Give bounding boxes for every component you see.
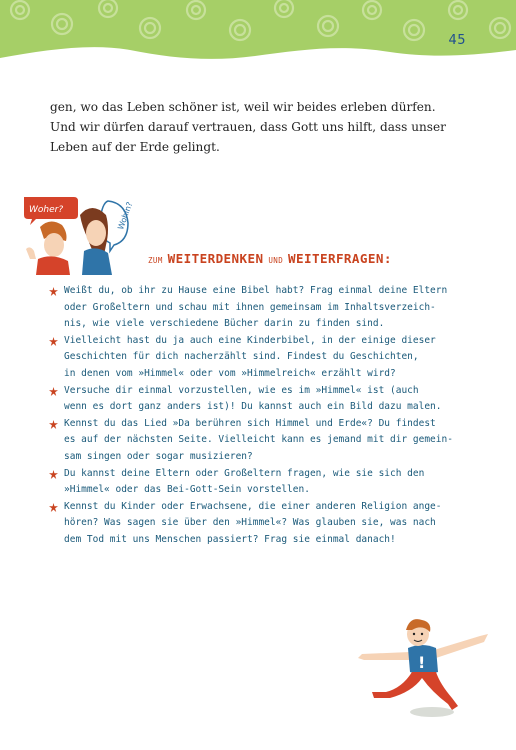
list-item-line: Geschichten für dich nacherzählt sind. Findest du Geschichten, [64,351,419,363]
list-item-line: in denen vom »Himmel« oder vom »Himmelreich« erzählt wird? [64,367,396,379]
list-item-line: Kennst du das Lied »Da berühren sich Himmel und Erde«? Du findest [64,417,436,429]
boy-left-arm [358,652,410,660]
list-item [49,466,469,499]
girl-face [86,220,106,246]
bubble-text-woher: Woher? [29,205,64,215]
list-item [49,416,469,466]
list-item-line: oder Großeltern und schau mit ihnen gemeinsam im Inhaltsverzeich- [64,301,436,313]
list-item [49,283,469,333]
header-band [0,0,516,80]
star-bullet-icon [49,503,58,512]
star-bullet-icon [49,287,58,296]
list-item-line: sam singen oder sogar musizieren? [64,450,253,462]
list-item [49,383,469,416]
title-prefix: ZUM [148,256,168,265]
star-bullet-icon [49,420,58,429]
list-item-line: dem Tod mit uns Menschen passiert? Frag sie einmal danach! [64,533,396,545]
boy-right-arm [434,634,488,658]
list-item-line: »Himmel« oder das Bei-Gott-Sein vorstellen. [64,484,310,496]
kids-thinking-illustration [22,193,135,275]
page-number: 45 [448,33,466,48]
list-item-line: hören? Was sagen sie über den »Himmel«? Was glauben sie, was nach [64,517,436,529]
girl-body [82,248,112,275]
intro-line: Leben auf der Erde gelingt. [50,140,220,154]
list-item [49,333,469,383]
section-title [148,248,392,267]
header-wave [0,0,516,59]
boy-hand [26,247,36,259]
star-bullet-icon [49,337,58,346]
boy-legs [372,672,458,710]
intro-line: gen, wo das Leben schöner ist, weil wir beides erleben dürfen. [50,100,436,114]
title-word-weiterfragen: WEITERFRAGEN: [288,251,392,266]
list-item-line: Weißt du, ob ihr zu Hause eine Bibel habt? Frag einmal deine Eltern [64,285,448,296]
title-word-weiterdenken: WEITERDENKEN [167,251,264,266]
star-bullet-icon [49,387,58,396]
boy-face [44,233,64,257]
list-item-line: es auf der nächsten Seite. Vielleicht kann es jemand mit dir gemein- [64,434,453,446]
list-item-line: wenn es dort ganz anders ist)! Du kannst auch ein Bild dazu malen. [64,401,442,413]
svg-text:!: ! [418,653,426,672]
star-bullet-icon [49,470,58,479]
intro-line: Und wir dürfen darauf vertrauen, dass Gott uns hilft, dass unser [50,120,446,134]
title-middle: UND [263,256,289,265]
list-item-line: Versuche dir einmal vorzustellen, wie es im »Himmel« ist (auch [64,384,419,396]
bubble-text-wohin: Wohin? [116,200,135,231]
list-item-line: Kennst du Kinder oder Erwachsene, die einer anderen Religion ange- [64,500,442,512]
list-item-line: Du kannst deine Eltern oder Großeltern fragen, wie sie sich den [64,467,425,479]
question-list [49,283,469,549]
boy-body [36,256,70,275]
running-boy-illustration [352,612,502,724]
list-item-line: Vielleicht hast du ja auch eine Kinderbibel, in der einige dieser [64,334,436,346]
intro-paragraph [50,97,470,157]
boy-shadow [410,707,454,717]
list-item [49,499,469,549]
list-item-line: nis, wie viele verschiedene Bücher darin zu finden sind. [64,318,385,330]
